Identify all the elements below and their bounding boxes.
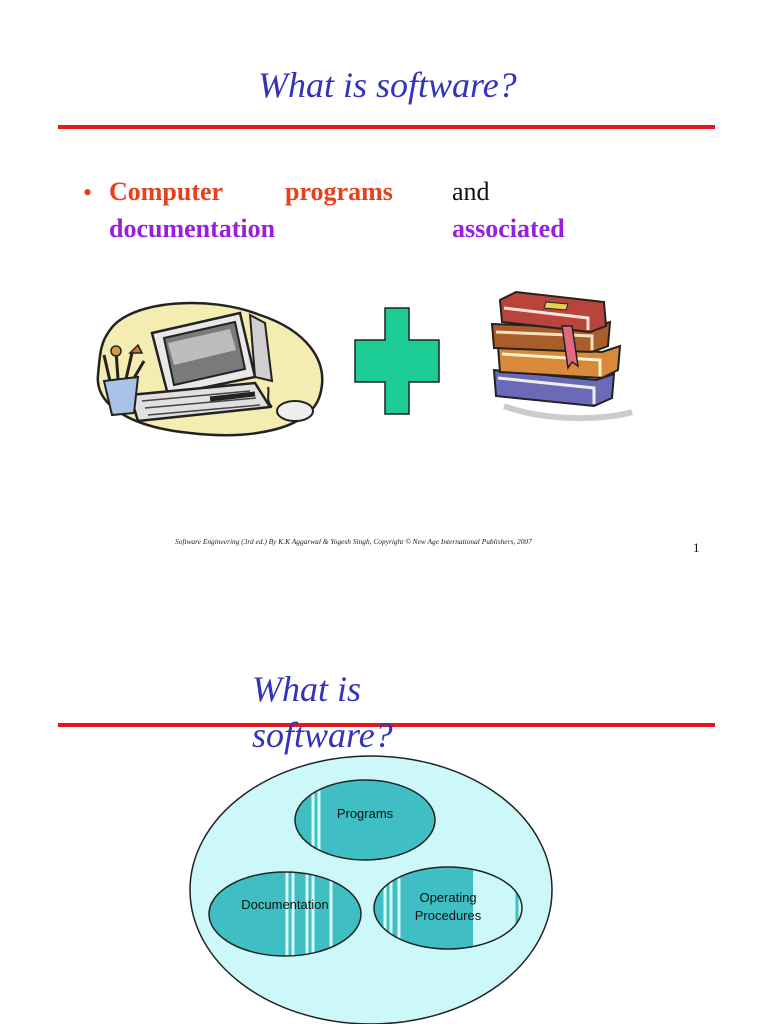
bullet-word-and: and <box>452 177 490 206</box>
page-number: 1 <box>693 540 700 555</box>
operating-procedures-label-line1: Operating <box>419 890 477 905</box>
books-clipart-icon <box>486 288 636 424</box>
slide-title-line1: What is <box>252 669 362 709</box>
programs-label: Programs <box>336 806 394 821</box>
slide-title: What is software? <box>258 65 517 105</box>
documentation-label: Documentation <box>241 897 329 912</box>
bullet-icon: • <box>83 178 93 207</box>
bullet-word-associated: associated <box>452 214 565 243</box>
plus-icon <box>353 307 441 415</box>
footer-credit: Software Engineering (3rd ed.) By K.K Aggarwal & Yogesh Singh, Copyright © New Age International Publishers, 2007 <box>175 537 532 546</box>
slide-title-line2: software? <box>252 715 393 755</box>
bullet-word-documentation: documentation <box>109 214 276 243</box>
operating-procedures-label-line2: Procedures <box>414 908 482 923</box>
slide-2 <box>0 580 768 1024</box>
bullet-word-computer: Computer <box>109 177 224 206</box>
bullet-word-programs: programs <box>285 177 393 206</box>
title-rule <box>58 125 715 129</box>
computer-clipart-icon <box>90 295 330 437</box>
